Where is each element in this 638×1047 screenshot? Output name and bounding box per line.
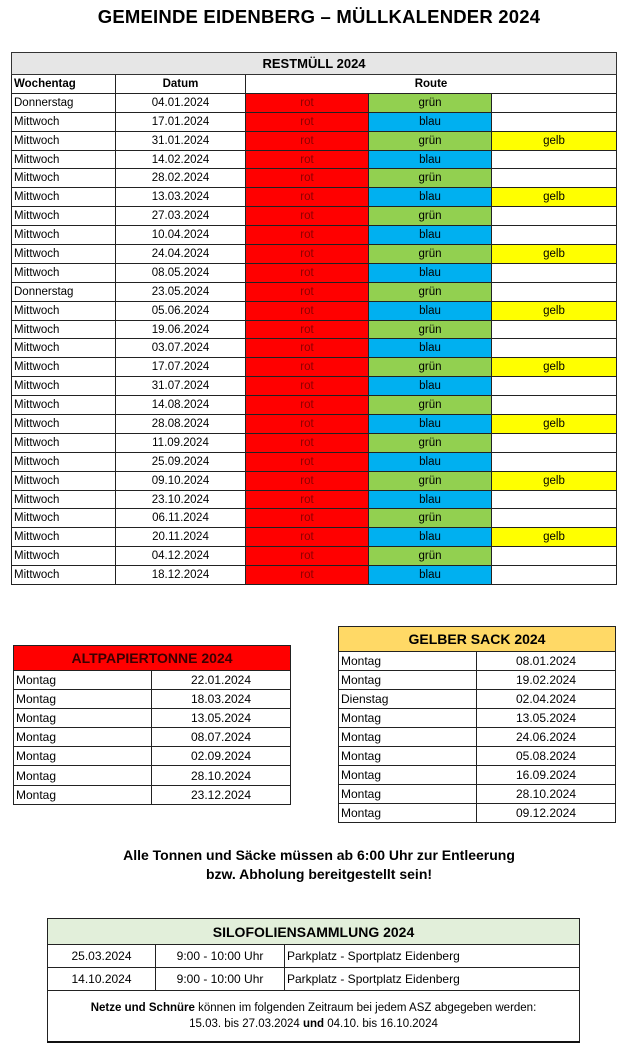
table-row	[339, 709, 616, 728]
table-row	[339, 728, 616, 747]
route-blau-cell: blau	[369, 188, 492, 207]
weekday-cell: Montag	[14, 747, 152, 766]
route-rot-cell: rot	[246, 490, 369, 509]
silo-note-bold-1: Netze und Schnüre	[90, 1002, 195, 1014]
date-cell: 14.08.2024	[116, 396, 246, 415]
route-gruen-cell: grün	[369, 509, 492, 528]
col-header-route: Route	[246, 75, 617, 94]
route-gelb-cell: gelb	[492, 528, 617, 547]
silofolien-table	[47, 918, 580, 1043]
table-row	[12, 93, 617, 112]
place-cell: Parkplatz - Sportplatz Eidenberg	[285, 968, 580, 991]
route-gelb-cell: gelb	[492, 358, 617, 377]
weekday-cell: Mittwoch	[12, 490, 116, 509]
altpapier-heading: ALTPAPIERTONNE 2024	[14, 646, 291, 671]
date-cell: 04.01.2024	[116, 93, 246, 112]
route-gelb-cell: gelb	[492, 301, 617, 320]
table-row	[339, 766, 616, 785]
date-cell: 14.02.2024	[116, 150, 246, 169]
route-rot-cell: rot	[246, 471, 369, 490]
weekday-cell: Mittwoch	[12, 112, 116, 131]
weekday-cell: Mittwoch	[12, 452, 116, 471]
date-cell: 17.07.2024	[116, 358, 246, 377]
date-cell: 31.01.2024	[116, 131, 246, 150]
weekday-cell: Montag	[14, 690, 152, 709]
weekday-cell: Mittwoch	[12, 528, 116, 547]
table-row	[339, 804, 616, 823]
route-gruen-cell: grün	[369, 93, 492, 112]
route-rot-cell: rot	[246, 396, 369, 415]
date-cell: 23.12.2024	[152, 785, 291, 804]
weekday-cell: Montag	[14, 728, 152, 747]
date-cell: 31.07.2024	[116, 377, 246, 396]
route-blau-cell: blau	[369, 452, 492, 471]
route-rot-cell: rot	[246, 415, 369, 434]
route-blau-cell: blau	[369, 377, 492, 396]
route-gruen-cell: grün	[369, 245, 492, 264]
route-rot-cell: rot	[246, 339, 369, 358]
weekday-cell: Mittwoch	[12, 263, 116, 282]
route-rot-cell: rot	[246, 282, 369, 301]
date-cell: 02.09.2024	[152, 747, 291, 766]
route-gruen-cell: grün	[369, 320, 492, 339]
date-cell: 19.06.2024	[116, 320, 246, 339]
date-cell: 25.03.2024	[48, 945, 156, 968]
route-gruen-cell: grün	[369, 282, 492, 301]
route-rot-cell: rot	[246, 169, 369, 188]
date-cell: 16.09.2024	[477, 766, 616, 785]
route-rot-cell: rot	[246, 301, 369, 320]
weekday-cell: Mittwoch	[12, 396, 116, 415]
route-rot-cell: rot	[246, 207, 369, 226]
route-gelb-cell	[492, 226, 617, 245]
route-rot-cell: rot	[246, 188, 369, 207]
route-rot-cell: rot	[246, 528, 369, 547]
route-blau-cell: blau	[369, 415, 492, 434]
table-row	[14, 785, 291, 804]
table-row	[12, 490, 617, 509]
weekday-cell: Montag	[339, 728, 477, 747]
date-cell: 18.03.2024	[152, 690, 291, 709]
date-cell: 13.03.2024	[116, 188, 246, 207]
route-blau-cell: blau	[369, 112, 492, 131]
route-rot-cell: rot	[246, 377, 369, 396]
page-title: GEMEINDE EIDENBERG – MÜLLKALENDER 2024	[97, 6, 541, 27]
table-row	[12, 452, 617, 471]
route-blau-cell: blau	[369, 528, 492, 547]
table-row	[12, 566, 617, 585]
date-cell: 24.04.2024	[116, 245, 246, 264]
table-row	[12, 263, 617, 282]
date-cell: 28.10.2024	[152, 766, 291, 785]
weekday-cell: Mittwoch	[12, 169, 116, 188]
route-gruen-cell: grün	[369, 433, 492, 452]
table-row	[12, 528, 617, 547]
table-row	[12, 433, 617, 452]
date-cell: 23.05.2024	[116, 282, 246, 301]
table-row	[12, 150, 617, 169]
route-rot-cell: rot	[246, 245, 369, 264]
table-row	[14, 671, 291, 690]
date-cell: 09.10.2024	[116, 471, 246, 490]
date-cell: 20.11.2024	[116, 528, 246, 547]
date-cell: 25.09.2024	[116, 452, 246, 471]
date-cell: 22.01.2024	[152, 671, 291, 690]
table-row	[339, 652, 616, 671]
route-rot-cell: rot	[246, 547, 369, 566]
table-row	[14, 766, 291, 785]
weekday-cell: Donnerstag	[12, 282, 116, 301]
date-cell: 23.10.2024	[116, 490, 246, 509]
weekday-cell: Mittwoch	[12, 566, 116, 585]
table-row	[339, 747, 616, 766]
date-cell: 08.07.2024	[152, 728, 291, 747]
silo-note-text-2: 15.03. bis 27.03.2024	[189, 1018, 303, 1030]
route-rot-cell: rot	[246, 433, 369, 452]
table-row	[14, 709, 291, 728]
route-rot-cell: rot	[246, 452, 369, 471]
weekday-cell: Montag	[339, 804, 477, 823]
time-cell: 9:00 - 10:00 Uhr	[156, 968, 285, 991]
date-cell: 05.06.2024	[116, 301, 246, 320]
weekday-cell: Montag	[14, 671, 152, 690]
weekday-cell: Mittwoch	[12, 433, 116, 452]
route-rot-cell: rot	[246, 509, 369, 528]
altpapier-table	[13, 645, 291, 805]
table-row	[12, 509, 617, 528]
route-blau-cell: blau	[369, 263, 492, 282]
weekday-cell: Mittwoch	[12, 509, 116, 528]
weekday-cell: Mittwoch	[12, 471, 116, 490]
weekday-cell: Mittwoch	[12, 245, 116, 264]
silo-note	[48, 991, 580, 1043]
weekday-cell: Dienstag	[339, 690, 477, 709]
date-cell: 14.10.2024	[48, 968, 156, 991]
table-row	[12, 358, 617, 377]
table-row	[339, 690, 616, 709]
silo-heading: SILOFOLIENSAMMLUNG 2024	[48, 919, 580, 945]
date-cell: 28.10.2024	[477, 785, 616, 804]
route-rot-cell: rot	[246, 93, 369, 112]
date-cell: 04.12.2024	[116, 547, 246, 566]
date-cell: 13.05.2024	[477, 709, 616, 728]
weekday-cell: Mittwoch	[12, 226, 116, 245]
route-rot-cell: rot	[246, 263, 369, 282]
weekday-cell: Montag	[339, 709, 477, 728]
route-gruen-cell: grün	[369, 169, 492, 188]
table-row	[12, 188, 617, 207]
route-gelb-cell	[492, 547, 617, 566]
silo-note-text-3: 04.10. bis 16.10.2024	[324, 1018, 438, 1030]
route-rot-cell: rot	[246, 131, 369, 150]
table-row	[12, 169, 617, 188]
route-rot-cell: rot	[246, 112, 369, 131]
table-row	[12, 301, 617, 320]
date-cell: 02.04.2024	[477, 690, 616, 709]
route-gelb-cell	[492, 396, 617, 415]
route-blau-cell: blau	[369, 490, 492, 509]
route-gelb-cell	[492, 282, 617, 301]
route-rot-cell: rot	[246, 150, 369, 169]
table-row	[12, 377, 617, 396]
route-gelb-cell: gelb	[492, 188, 617, 207]
route-gelb-cell	[492, 377, 617, 396]
date-cell: 09.12.2024	[477, 804, 616, 823]
weekday-cell: Mittwoch	[12, 377, 116, 396]
weekday-cell: Mittwoch	[12, 150, 116, 169]
date-cell: 05.08.2024	[477, 747, 616, 766]
route-gruen-cell: grün	[369, 471, 492, 490]
date-cell: 13.05.2024	[152, 709, 291, 728]
route-gelb-cell: gelb	[492, 131, 617, 150]
notice-text	[0, 846, 638, 884]
notice-line-1: Alle Tonnen und Säcke müssen ab 6:00 Uhr zur Entleerung	[123, 847, 515, 863]
route-rot-cell: rot	[246, 320, 369, 339]
route-blau-cell: blau	[369, 566, 492, 585]
table-row	[14, 728, 291, 747]
route-gelb-cell: gelb	[492, 415, 617, 434]
route-gelb-cell	[492, 509, 617, 528]
table-row	[12, 547, 617, 566]
route-gelb-cell	[492, 566, 617, 585]
route-gelb-cell	[492, 433, 617, 452]
weekday-cell: Montag	[339, 652, 477, 671]
weekday-cell: Mittwoch	[12, 188, 116, 207]
weekday-cell: Mittwoch	[12, 131, 116, 150]
weekday-cell: Mittwoch	[12, 320, 116, 339]
table-row	[12, 207, 617, 226]
route-gelb-cell: gelb	[492, 245, 617, 264]
table-row	[12, 226, 617, 245]
date-cell: 27.03.2024	[116, 207, 246, 226]
route-rot-cell: rot	[246, 358, 369, 377]
weekday-cell: Montag	[339, 747, 477, 766]
table-row	[12, 415, 617, 434]
route-blau-cell: blau	[369, 150, 492, 169]
route-gelb-cell	[492, 150, 617, 169]
weekday-cell: Donnerstag	[12, 93, 116, 112]
route-blau-cell: blau	[369, 226, 492, 245]
weekday-cell: Mittwoch	[12, 358, 116, 377]
route-blau-cell: blau	[369, 301, 492, 320]
date-cell: 28.08.2024	[116, 415, 246, 434]
date-cell: 11.09.2024	[116, 433, 246, 452]
table-row	[339, 785, 616, 804]
route-gelb-cell	[492, 169, 617, 188]
route-rot-cell: rot	[246, 566, 369, 585]
date-cell: 08.01.2024	[477, 652, 616, 671]
table-row	[12, 396, 617, 415]
weekday-cell: Montag	[339, 766, 477, 785]
table-row	[48, 945, 580, 968]
weekday-cell: Montag	[339, 785, 477, 804]
weekday-cell: Mittwoch	[12, 207, 116, 226]
route-gruen-cell: grün	[369, 131, 492, 150]
col-header-datum: Datum	[116, 75, 246, 94]
route-gelb-cell	[492, 112, 617, 131]
date-cell: 10.04.2024	[116, 226, 246, 245]
table-row	[14, 747, 291, 766]
route-gelb-cell	[492, 490, 617, 509]
route-gelb-cell	[492, 452, 617, 471]
date-cell: 06.11.2024	[116, 509, 246, 528]
table-row	[48, 968, 580, 991]
date-cell: 28.02.2024	[116, 169, 246, 188]
date-cell: 17.01.2024	[116, 112, 246, 131]
col-header-wochentag: Wochentag	[12, 75, 116, 94]
table-row	[12, 131, 617, 150]
route-gelb-cell	[492, 263, 617, 282]
table-row	[12, 112, 617, 131]
route-gruen-cell: grün	[369, 358, 492, 377]
weekday-cell: Mittwoch	[12, 415, 116, 434]
route-gruen-cell: grün	[369, 396, 492, 415]
weekday-cell: Montag	[339, 671, 477, 690]
route-blau-cell: blau	[369, 339, 492, 358]
table-row	[12, 339, 617, 358]
restmuell-heading: RESTMÜLL 2024	[12, 53, 617, 75]
silo-note-bold-2: und	[302, 1018, 325, 1030]
time-cell: 9:00 - 10:00 Uhr	[156, 945, 285, 968]
route-gelb-cell	[492, 339, 617, 358]
restmuell-table	[11, 52, 617, 585]
place-cell: Parkplatz - Sportplatz Eidenberg	[285, 945, 580, 968]
route-gruen-cell: grün	[369, 547, 492, 566]
route-rot-cell: rot	[246, 226, 369, 245]
gelber-sack-heading: GELBER SACK 2024	[339, 627, 616, 652]
route-gelb-cell: gelb	[492, 471, 617, 490]
weekday-cell: Montag	[14, 709, 152, 728]
weekday-cell: Mittwoch	[12, 547, 116, 566]
weekday-cell: Montag	[14, 766, 152, 785]
weekday-cell: Mittwoch	[12, 301, 116, 320]
silo-note-text-1: können im folgenden Zeitraum bei jedem ASZ abgegeben werden:	[194, 1002, 537, 1014]
route-gelb-cell	[492, 320, 617, 339]
gelber-sack-table	[338, 626, 616, 823]
date-cell: 24.06.2024	[477, 728, 616, 747]
route-gelb-cell	[492, 93, 617, 112]
weekday-cell: Mittwoch	[12, 339, 116, 358]
table-row	[339, 671, 616, 690]
weekday-cell: Montag	[14, 785, 152, 804]
table-row	[14, 690, 291, 709]
table-row	[12, 320, 617, 339]
date-cell: 18.12.2024	[116, 566, 246, 585]
table-row	[12, 245, 617, 264]
table-row	[12, 282, 617, 301]
date-cell: 19.02.2024	[477, 671, 616, 690]
route-gruen-cell: grün	[369, 207, 492, 226]
notice-line-2: bzw. Abholung bereitgestellt sein!	[205, 866, 433, 882]
table-row	[12, 471, 617, 490]
route-gelb-cell	[492, 207, 617, 226]
date-cell: 08.05.2024	[116, 263, 246, 282]
date-cell: 03.07.2024	[116, 339, 246, 358]
